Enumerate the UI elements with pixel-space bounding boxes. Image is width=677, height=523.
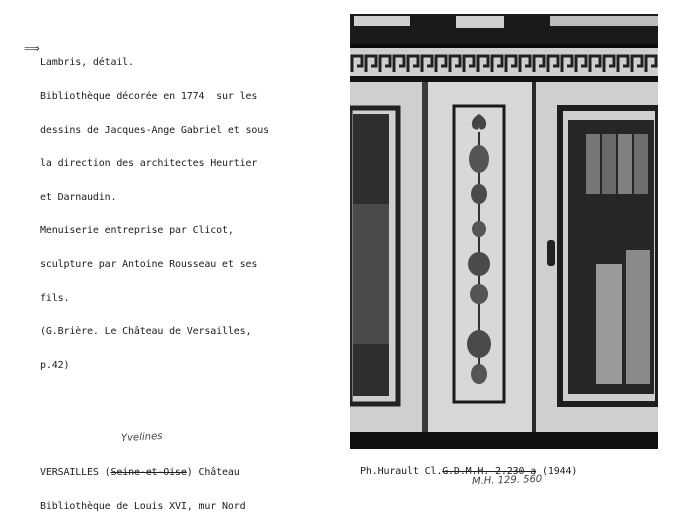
- arrow-marker: ⟹: [24, 42, 40, 55]
- location-line-2: Bibliothèque de Louis XVI, mur Nord: [40, 501, 246, 513]
- bookcase-illustration: [350, 14, 658, 449]
- caption-line-3: dessins de Jacques-Ange Gabriel et sous: [40, 124, 269, 136]
- photo-credit: [360, 466, 577, 477]
- caption-line-7: sculpture par Antoine Rousseau et ses: [40, 259, 258, 271]
- caption-line-10: p.42): [40, 359, 70, 371]
- photograph-bookcase: [350, 14, 658, 449]
- struck-reference: G.D.M.H. 2.230 a: [442, 466, 537, 477]
- location-line-1: VERSAILLES (Seine-et-Oise) Château: [40, 467, 240, 479]
- location-block: [40, 445, 245, 523]
- keyhole-escutcheon: [547, 240, 555, 266]
- caption-line-9: (G.Brière. Le Château de Versailles,: [40, 326, 252, 338]
- caption-line-8: fils.: [40, 292, 70, 304]
- caption-line-4: la direction des architectes Heurtier: [40, 158, 258, 170]
- handwritten-department: Yvelines: [120, 430, 163, 445]
- credit-year: (1944): [536, 466, 578, 477]
- credit-prefix: Ph.Hurault Cl.: [360, 466, 443, 477]
- caption-block: [40, 35, 269, 382]
- caption-line-6: Menuiserie entreprise par Clicot,: [40, 225, 234, 237]
- building-name: Château: [192, 467, 240, 479]
- city-name: VERSAILLES: [40, 467, 99, 479]
- handwritten-reference: M.H. 129. 560: [471, 473, 543, 488]
- caption-line-5: et Darnaudin.: [40, 191, 117, 203]
- struck-department: Seine-et-Oise: [110, 467, 187, 479]
- caption-line-1: Lambris, détail.: [40, 57, 134, 69]
- caption-line-2: Bibliothèque décorée en 1774 sur les: [40, 91, 258, 103]
